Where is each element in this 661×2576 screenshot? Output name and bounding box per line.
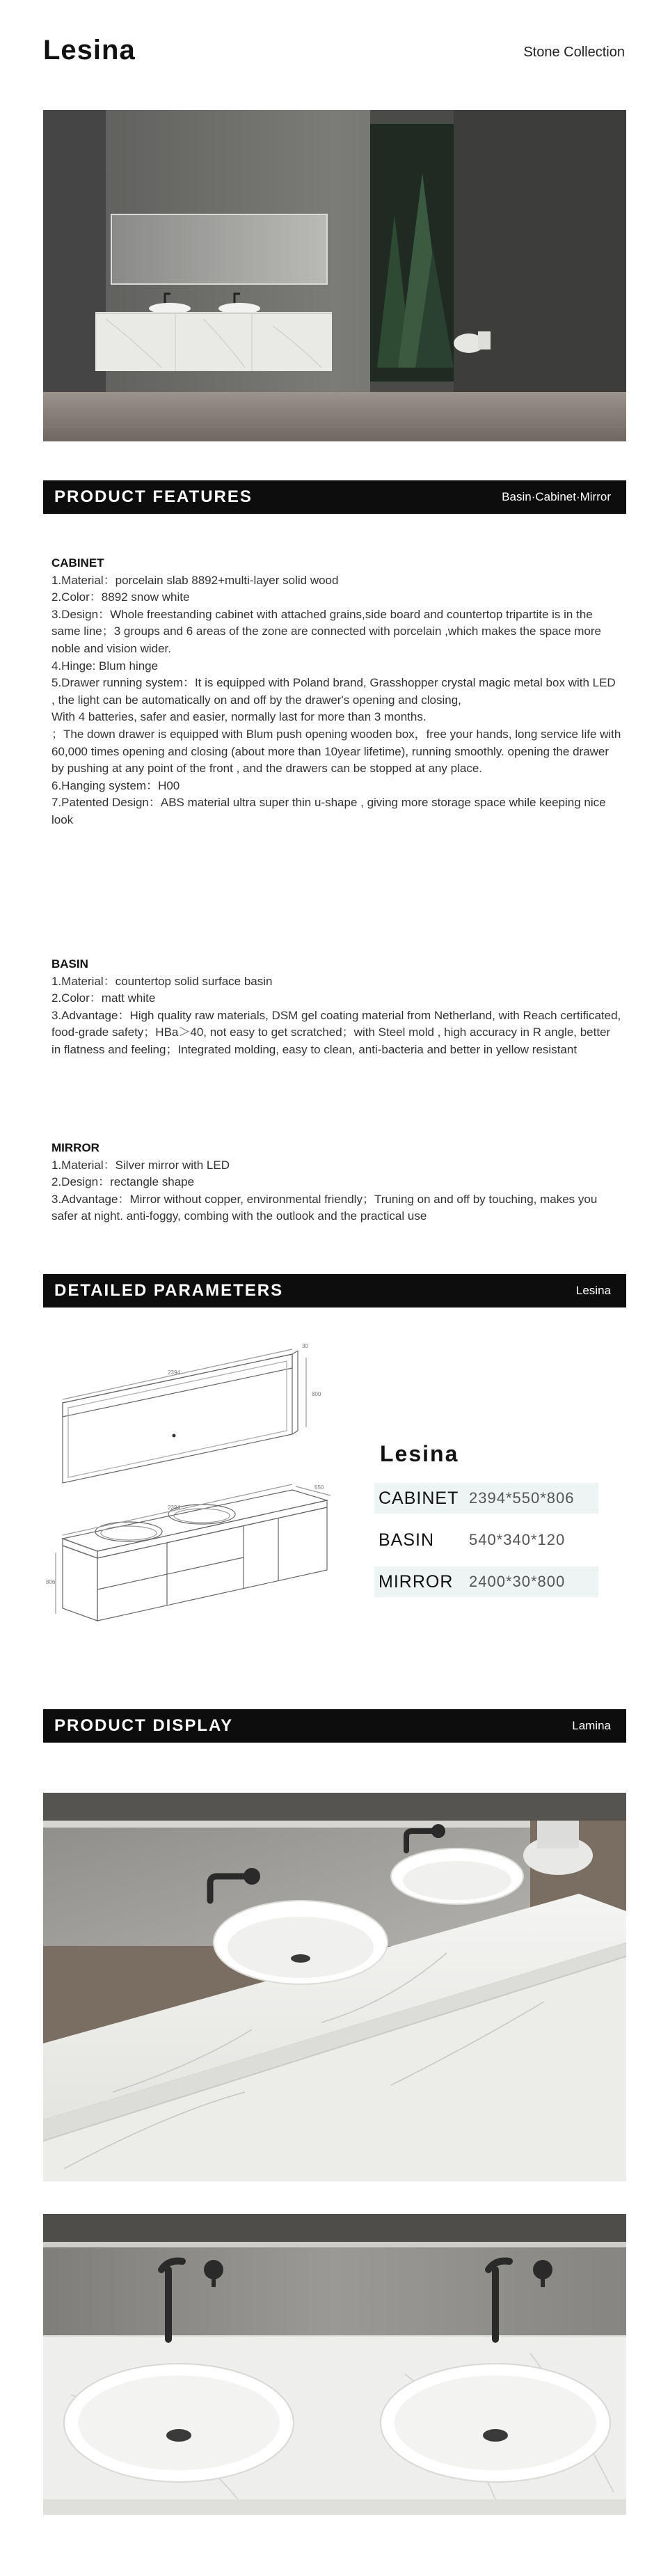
basin-line: 1.Material：countertop solid surface basin: [51, 974, 273, 988]
basin-heading: BASIN: [51, 957, 88, 971]
features-section-bar: [43, 480, 626, 514]
cabinet-line: 5.Drawer running system：It is equipped with Poland brand, Grasshopper crystal magic metal box with LED , the light can be automatically on and off by the drawer's opening and closing,: [51, 676, 616, 707]
brand-title: Lesina: [43, 35, 136, 65]
parameters-section-title: DETAILED PARAMETERS: [54, 1281, 284, 1300]
basin-line: 2.Color：matt white: [51, 991, 156, 1005]
mirror-features: [51, 1140, 622, 1225]
drawing-cabinet-width: 2394: [168, 1505, 180, 1511]
param-row-mirror: [374, 1566, 598, 1597]
param-value: 540*340*120: [469, 1531, 566, 1548]
display-section-bar: [43, 1709, 626, 1743]
cabinet-line: 4.Hinge: Blum hinge: [51, 659, 159, 673]
cabinet-line: 1.Material：porcelain slab 8892+multi-layer solid wood: [51, 573, 339, 587]
cabinet-line: 7.Patented Design：ABS material ultra super thin u-shape , giving more storage space while keeping nice look: [51, 796, 606, 826]
technical-drawing: [42, 1330, 362, 1678]
mirror-line: 2.Design：rectangle shape: [51, 1175, 195, 1189]
drawing-mirror-height: 800: [312, 1391, 321, 1397]
display-photo-1: [43, 1793, 626, 2181]
basin-line: 3.Advantage：High quality raw materials, DSM gel coating material from Netherland, with Reach certificated, food-grade safety；HBa＞40, not easy to get scratched；with Steel mold , high accuracy in R angle, better in flatness and feeling；Integrated molding, easy to clean, anti-bacteria and better in yellow resistant: [51, 1008, 621, 1056]
mirror-line: 3.Advantage：Mirror without copper, environmental friendly；Truning on and off by touching, makes you safer at night. anti-foggy, combing with the outlook and the practical use: [51, 1192, 598, 1223]
param-value: 2400*30*800: [469, 1573, 566, 1590]
hero-image: [43, 110, 626, 441]
cabinet-features: [51, 555, 622, 829]
param-label: CABINET: [379, 1488, 459, 1508]
param-row-basin: [374, 1525, 598, 1555]
display-section-tag: Lamina: [572, 1719, 611, 1732]
mirror-heading: MIRROR: [51, 1141, 99, 1154]
features-section-tag: Basin·Cabinet·Mirror: [502, 490, 611, 503]
param-label: MIRROR: [379, 1571, 454, 1592]
features-section-title: PRODUCT FEATURES: [54, 487, 253, 506]
cabinet-line: 6.Hanging system：H00: [51, 778, 180, 792]
cabinet-line: With 4 batteries, safer and easier, normally last for more than 3 months.: [51, 710, 427, 724]
drawing-mirror-width: 2394: [168, 1369, 180, 1376]
param-value: 2394*550*806: [469, 1489, 575, 1507]
mirror-line: 1.Material：Silver mirror with LED: [51, 1158, 230, 1172]
param-label: BASIN: [379, 1530, 435, 1550]
display-section-title: PRODUCT DISPLAY: [54, 1716, 234, 1735]
parameters-section-tag: Lesina: [575, 1284, 611, 1297]
basin-features: [51, 956, 622, 1059]
drawing-cabinet-depth: 550: [314, 1484, 324, 1491]
cabinet-line: 2.Color：8892 snow white: [51, 590, 190, 604]
drawing-mirror-depth: 30: [302, 1343, 308, 1349]
parameters-model-title: Lesina: [380, 1441, 459, 1466]
collection-label: Stone Collection: [523, 45, 625, 60]
drawing-cabinet-height: 806: [46, 1579, 56, 1585]
cabinet-line: ；The down drawer is equipped with Blum push opening wooden box，free your hands, long service life with 60,000 times opening and closing (about more than 10year lifetime), running smoothly. opening the drawer by pushing at any point of the front , and the drawers can be stopped at any place.: [51, 727, 621, 776]
display-photo-2: [43, 2214, 626, 2515]
param-row-cabinet: [374, 1483, 598, 1514]
cabinet-line: 3.Design：Whole freestanding cabinet with attached grains,side board and countertop tripartite is in the same line；3 groups and 6 areas of the zone are connected with porcelain ,which makes the space more noble and vision wider.: [51, 607, 602, 655]
parameters-section-bar: [43, 1274, 626, 1307]
cabinet-heading: CABINET: [51, 556, 104, 570]
